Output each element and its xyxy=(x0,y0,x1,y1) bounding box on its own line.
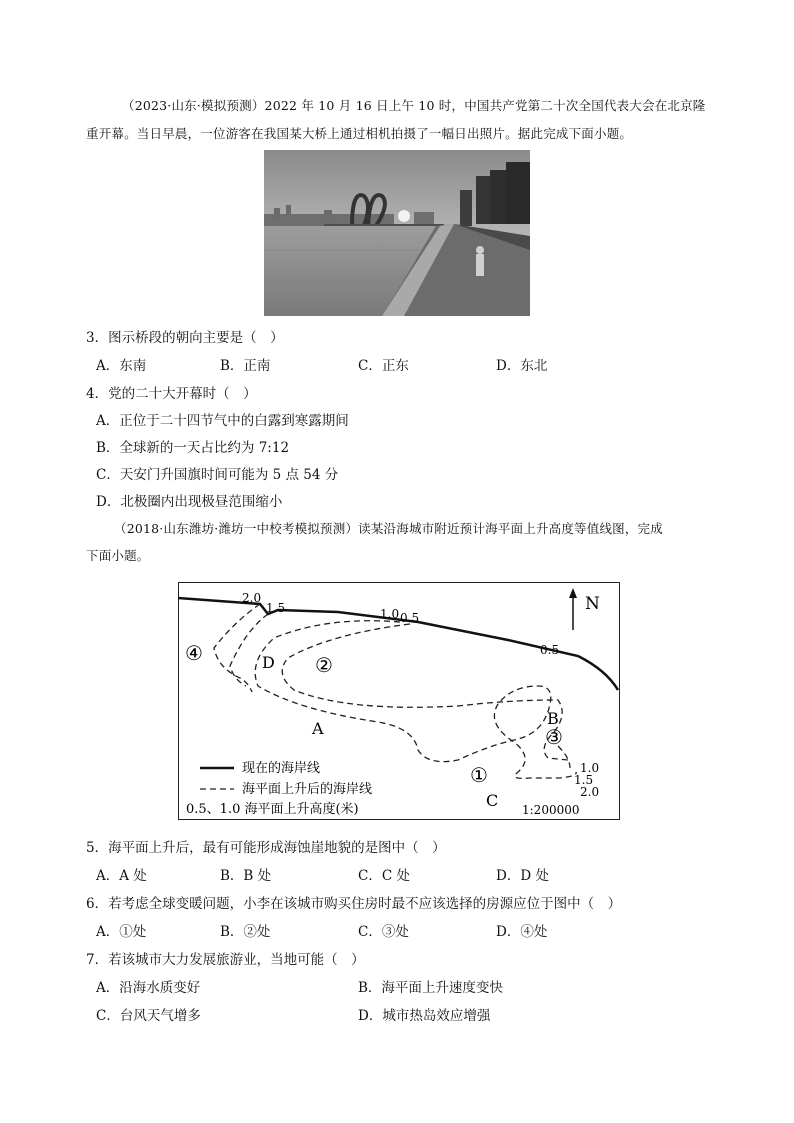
circle-3: ③ xyxy=(545,725,563,749)
circle-2: ② xyxy=(315,653,333,677)
label-1-0-right: 1.0 xyxy=(580,761,600,775)
question-5-option-a: A．A 处 xyxy=(96,868,147,884)
question-7-option-c: C．台风天气增多 xyxy=(96,1008,201,1024)
map-scale: 1:200000 xyxy=(522,803,580,817)
question-5-stem: 5．海平面上升后，最有可能形成海蚀崖地貌的是图中（ ） xyxy=(86,840,446,856)
letter-a: A xyxy=(312,719,324,738)
passage2-line2: 下面小题。 xyxy=(86,548,150,563)
question-3-option-d: D．东北 xyxy=(496,358,548,374)
circle-4: ④ xyxy=(185,641,203,665)
north-label: N xyxy=(585,594,600,614)
question-4-option-a: A．正位于二十四节气中的白露到寒露期间 xyxy=(96,413,349,429)
question-6-option-d: D．④处 xyxy=(496,924,548,940)
question-4-stem: 4．党的二十大开幕时（ ） xyxy=(86,386,257,402)
legend-dashed-label: 海平面上升后的海岸线 xyxy=(242,782,373,797)
question-5-option-c: C．C 处 xyxy=(358,868,410,884)
question-7-option-d: D．城市热岛效应增强 xyxy=(358,1008,491,1024)
passage1-line1: （2023·山东·模拟预测）2022 年 10 月 16 日上午 10 时，中国共产党第二十次全国代表大会在北京隆 xyxy=(122,98,706,113)
question-3-stem: 3．图示桥段的朝向主要是（ ） xyxy=(86,330,284,346)
label-0-5-top: 0.5 xyxy=(400,611,420,625)
sunrise-photo xyxy=(264,150,530,316)
question-6-option-a: A．①处 xyxy=(96,924,147,940)
letter-c: C xyxy=(486,791,499,810)
question-3-option-c: C．正东 xyxy=(358,358,409,374)
question-4-option-c: C．天安门升国旗时间可能为 5 点 54 分 xyxy=(96,467,339,483)
label-1-5-right: 1.5 xyxy=(574,773,594,787)
label-2-0-right: 2.0 xyxy=(580,785,600,799)
question-5-option-b: B．B 处 xyxy=(220,868,272,884)
question-7-option-a: A．沿海水质变好 xyxy=(96,980,201,996)
question-7-stem: 7．若该城市大力发展旅游业，当地可能（ ） xyxy=(86,952,365,968)
question-4-option-d: D．北极圈内出现极昼范围缩小 xyxy=(96,494,283,510)
label-0-5-right: 0.5 xyxy=(540,643,560,657)
question-6-option-c: C．③处 xyxy=(358,924,409,940)
question-3-option-b: B．正南 xyxy=(220,358,271,374)
letter-d: D xyxy=(262,653,275,672)
label-1-5-top: 1.5 xyxy=(266,601,286,615)
label-2-0-top: 2.0 xyxy=(242,591,262,605)
label-1-0-top: 1.0 xyxy=(380,607,400,621)
passage1-line2: 重开幕。当日早晨，一位游客在我国某大桥上通过相机拍摄了一幅日出照片。据此完成下面小题。 xyxy=(86,126,633,141)
question-6-stem: 6．若考虑全球变暖问题，小李在该城市购买住房时最不应该选择的房源应位于图中（ ） xyxy=(86,896,622,912)
legend-values: 0.5、1.0 海平面上升高度(米) xyxy=(186,802,359,817)
circle-1: ① xyxy=(470,763,488,787)
passage2-line1: （2018·山东潍坊·潍坊一中校考模拟预测）读某沿海城市附近预计海平面上升高度等值线图，完成 xyxy=(114,521,663,536)
question-5-option-d: D．D 处 xyxy=(496,868,549,884)
legend-solid-label: 现在的海岸线 xyxy=(242,761,321,776)
question-3-option-a: A．东南 xyxy=(96,358,147,374)
question-6-option-b: B．②处 xyxy=(220,924,271,940)
sea-level-contour-map xyxy=(178,582,620,820)
letter-b: B xyxy=(547,709,559,728)
question-7-option-b: B．海平面上升速度变快 xyxy=(358,980,503,996)
question-4-option-b: B．全球新的一天占比约为 7:12 xyxy=(96,440,290,456)
